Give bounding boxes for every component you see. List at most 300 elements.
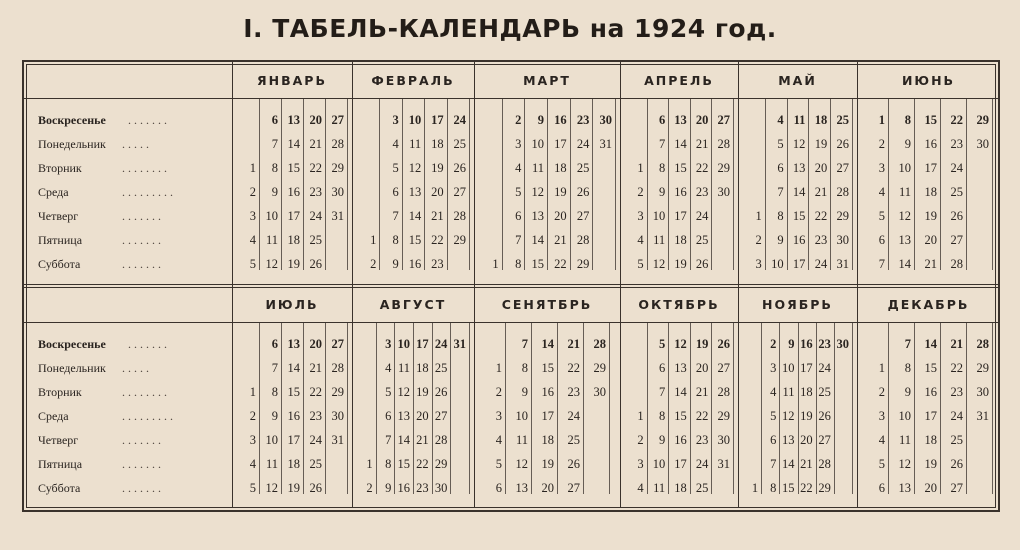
day-number: 26 — [836, 137, 849, 151]
day-number: 13 — [674, 113, 687, 127]
day-number: 8 — [658, 161, 666, 175]
month-name: ОКТЯБРЬ — [638, 297, 720, 312]
day-number: 29 — [331, 161, 344, 175]
half-separator — [24, 284, 998, 285]
weekday-dots: . . . . . . . — [122, 257, 161, 271]
day-number: 10 — [531, 137, 544, 151]
day-number: 15 — [541, 361, 554, 375]
day-number: 2 — [770, 337, 777, 351]
day-number: 25 — [453, 137, 466, 151]
day-number: 10 — [782, 361, 795, 375]
weekday-dots: . . . . . . . — [122, 233, 161, 247]
day-number: 19 — [924, 457, 937, 471]
day-number: 8 — [515, 257, 522, 271]
day-number: 23 — [431, 257, 444, 271]
day-number: 18 — [924, 433, 937, 447]
day-number: 12 — [408, 161, 422, 175]
day-number: 27 — [717, 361, 730, 375]
day-number: 6 — [878, 481, 885, 495]
day-number: 2 — [878, 137, 885, 151]
day-number: 7 — [271, 361, 278, 375]
month-divider — [232, 62, 233, 508]
day-number: 12 — [652, 257, 666, 271]
day-number: 14 — [674, 137, 687, 151]
day-number: 18 — [674, 481, 687, 495]
day-number: 31 — [599, 137, 612, 151]
day-number: 4 — [637, 233, 644, 247]
day-number: 7 — [658, 385, 666, 399]
day-number: 16 — [674, 433, 687, 447]
day-number: 16 — [792, 233, 806, 247]
day-number: 8 — [385, 457, 392, 471]
month-name: ИЮНЬ — [901, 73, 956, 88]
day-number: 19 — [554, 185, 567, 199]
day-number: 13 — [287, 113, 300, 127]
day-number: 28 — [976, 337, 989, 351]
day-number: 25 — [818, 385, 831, 399]
weekday-dots: . . . . . . . . — [122, 161, 167, 175]
day-number: 3 — [637, 457, 644, 471]
day-number: 26 — [576, 185, 590, 199]
day-number: 15 — [924, 361, 937, 375]
day-number: 29 — [836, 209, 849, 223]
weekday-dots: . . . . . . . — [122, 481, 161, 495]
day-number: 17 — [541, 409, 554, 423]
weekday-dots: . . . . . . . — [122, 433, 161, 447]
day-number: 21 — [800, 457, 813, 471]
day-number: 22 — [309, 161, 322, 175]
day-number: 21 — [950, 337, 963, 351]
day-number: 21 — [924, 257, 937, 271]
day-number: 15 — [287, 385, 300, 399]
day-number: 12 — [265, 257, 278, 271]
weekday-label: Среда — [38, 409, 69, 423]
day-number: 22 — [554, 257, 567, 271]
day-number: 4 — [777, 113, 784, 127]
day-number: 9 — [271, 409, 278, 423]
day-number: 22 — [416, 457, 429, 471]
day-number: 2 — [637, 185, 644, 199]
day-number: 5 — [495, 457, 502, 471]
day-number: 23 — [576, 113, 590, 127]
day-number: 17 — [287, 433, 300, 447]
day-number: 17 — [924, 161, 937, 175]
day-number: 16 — [674, 185, 687, 199]
day-number: 3 — [878, 409, 885, 423]
day-number: 26 — [309, 257, 322, 271]
day-number: 26 — [567, 457, 580, 471]
day-number: 29 — [976, 113, 989, 127]
day-number: 19 — [814, 137, 828, 151]
day-number: 4 — [392, 137, 399, 151]
day-number: 27 — [576, 209, 590, 223]
day-number: 21 — [695, 385, 709, 399]
day-number: 23 — [695, 433, 709, 447]
day-number: 31 — [453, 337, 466, 351]
day-number: 7 — [515, 233, 522, 247]
day-number: 12 — [515, 457, 528, 471]
day-number: 13 — [674, 361, 687, 375]
day-number: 24 — [695, 209, 709, 223]
day-number: 28 — [818, 457, 831, 471]
month-name: ИЮЛЬ — [265, 297, 319, 312]
weekday-dots: . . . . . . . — [122, 209, 161, 223]
day-number: 19 — [695, 337, 709, 351]
day-number: 3 — [770, 361, 777, 375]
day-number: 8 — [904, 113, 911, 127]
day-number: 18 — [554, 161, 567, 175]
day-number: 7 — [385, 433, 392, 447]
day-number: 26 — [695, 257, 709, 271]
day-number: 31 — [331, 209, 344, 223]
day-number: 23 — [416, 481, 429, 495]
day-number: 8 — [777, 209, 784, 223]
day-number: 28 — [950, 257, 963, 271]
day-number: 9 — [271, 185, 278, 199]
week-column-line — [852, 322, 853, 494]
week-column-line — [992, 322, 993, 494]
day-number: 26 — [717, 337, 730, 351]
day-number: 11 — [898, 185, 911, 199]
day-number: 10 — [408, 113, 422, 127]
day-number: 28 — [836, 185, 849, 199]
day-number: 2 — [637, 433, 644, 447]
day-number: 14 — [287, 137, 300, 151]
day-number: 22 — [814, 209, 828, 223]
day-number: 7 — [658, 137, 666, 151]
week-column-line — [733, 98, 734, 270]
day-number: 19 — [800, 409, 813, 423]
day-number: 27 — [567, 481, 580, 495]
weekday-dots: . . . . . — [122, 137, 149, 151]
weekday-label: Суббота — [38, 481, 81, 495]
day-number: 25 — [309, 457, 322, 471]
week-column-line — [609, 322, 610, 494]
day-number: 18 — [541, 433, 554, 447]
day-number: 11 — [409, 137, 422, 151]
day-number: 6 — [495, 481, 502, 495]
day-number: 24 — [309, 433, 322, 447]
day-number: 7 — [271, 137, 278, 151]
day-number: 26 — [818, 409, 831, 423]
day-number: 3 — [515, 137, 522, 151]
day-number: 24 — [950, 161, 963, 175]
month-name: МАРТ — [523, 73, 571, 88]
day-number: 20 — [541, 481, 554, 495]
weekday-label: Суббота — [38, 257, 81, 271]
day-number: 22 — [309, 385, 322, 399]
day-number: 14 — [541, 337, 554, 351]
day-number: 24 — [695, 457, 709, 471]
day-number: 24 — [818, 361, 831, 375]
day-number: 10 — [265, 433, 278, 447]
day-number: 8 — [271, 385, 278, 399]
day-number: 10 — [652, 457, 666, 471]
day-number: 5 — [249, 481, 256, 495]
day-number: 13 — [782, 433, 795, 447]
day-number: 8 — [770, 481, 777, 495]
day-number: 21 — [309, 361, 322, 375]
day-number: 9 — [777, 233, 784, 247]
day-number: 6 — [515, 209, 522, 223]
day-number: 6 — [658, 361, 666, 375]
day-number: 17 — [554, 137, 567, 151]
day-number: 24 — [576, 137, 590, 151]
day-number: 30 — [717, 185, 730, 199]
day-number: 18 — [924, 185, 937, 199]
day-number: 5 — [637, 257, 644, 271]
day-number: 27 — [453, 185, 466, 199]
day-number: 14 — [782, 457, 795, 471]
day-number: 9 — [904, 137, 911, 151]
day-number: 4 — [878, 433, 885, 447]
day-number: 26 — [434, 385, 448, 399]
day-number: 15 — [674, 409, 687, 423]
day-number: 29 — [717, 161, 730, 175]
day-number: 17 — [800, 361, 813, 375]
day-number: 29 — [717, 409, 730, 423]
weekday-dots: . . . . . . . — [128, 337, 167, 351]
day-number: 23 — [950, 137, 963, 151]
day-number: 14 — [924, 337, 937, 351]
day-number: 15 — [531, 257, 544, 271]
day-number: 3 — [495, 409, 502, 423]
day-number: 17 — [431, 113, 444, 127]
weekday-dots: . . . . . . . . . — [122, 185, 173, 199]
day-number: 17 — [416, 337, 429, 351]
day-number: 1 — [637, 409, 644, 423]
weekday-label: Воскресенье — [38, 113, 106, 127]
day-number: 24 — [814, 257, 828, 271]
day-number: 21 — [814, 185, 828, 199]
day-number: 4 — [249, 457, 256, 471]
day-number: 19 — [431, 161, 444, 175]
day-number: 16 — [800, 337, 813, 351]
day-number: 6 — [392, 185, 399, 199]
day-number: 17 — [792, 257, 806, 271]
day-number: 17 — [287, 209, 300, 223]
weekday-label: Понедельник — [38, 137, 106, 151]
day-number: 29 — [976, 361, 989, 375]
day-number: 24 — [950, 409, 963, 423]
day-number: 25 — [309, 233, 322, 247]
day-number: 5 — [515, 185, 522, 199]
day-number: 11 — [531, 161, 544, 175]
week-column-line — [347, 322, 348, 494]
day-number: 31 — [717, 457, 730, 471]
day-number: 28 — [331, 361, 344, 375]
day-number: 30 — [717, 433, 730, 447]
day-number: 20 — [695, 361, 709, 375]
day-number: 15 — [924, 113, 937, 127]
weekday-label: Вторник — [38, 385, 82, 399]
week-column-line — [615, 98, 616, 270]
day-number: 16 — [924, 137, 937, 151]
day-number: 10 — [515, 409, 528, 423]
day-number: 7 — [770, 457, 777, 471]
day-number: 26 — [309, 481, 322, 495]
day-number: 1 — [755, 209, 762, 223]
day-number: 11 — [515, 433, 528, 447]
day-number: 11 — [653, 233, 666, 247]
day-number: 30 — [599, 113, 612, 127]
month-name: ФЕВРАЛЬ — [371, 73, 455, 88]
weekday-label: Четверг — [38, 209, 79, 223]
day-number: 31 — [331, 433, 344, 447]
day-number: 9 — [521, 385, 528, 399]
day-number: 29 — [576, 257, 590, 271]
day-number: 28 — [717, 385, 730, 399]
day-number: 8 — [658, 409, 666, 423]
day-number: 25 — [695, 481, 709, 495]
day-number: 10 — [898, 161, 911, 175]
day-number: 12 — [898, 457, 911, 471]
day-number: 19 — [287, 481, 300, 495]
day-number: 4 — [515, 161, 522, 175]
day-number: 12 — [265, 481, 278, 495]
day-number: 12 — [531, 185, 544, 199]
day-number: 12 — [397, 385, 410, 399]
day-number: 21 — [695, 137, 709, 151]
day-number: 16 — [287, 409, 300, 423]
day-number: 20 — [924, 481, 937, 495]
month-name: АПРЕЛЬ — [644, 73, 714, 88]
day-number: 24 — [434, 337, 448, 351]
day-number: 20 — [309, 337, 322, 351]
day-number: 25 — [576, 161, 590, 175]
day-number: 4 — [770, 385, 777, 399]
week-column-line — [469, 98, 470, 270]
day-number: 13 — [792, 161, 806, 175]
day-number: 5 — [878, 457, 885, 471]
day-number: 27 — [950, 233, 963, 247]
day-number: 3 — [637, 209, 644, 223]
day-number: 25 — [567, 433, 580, 447]
day-number: 11 — [265, 233, 278, 247]
day-number: 1 — [878, 113, 885, 127]
week-column-line — [852, 98, 853, 270]
day-number: 27 — [836, 161, 849, 175]
day-number: 8 — [392, 233, 399, 247]
day-number: 20 — [431, 185, 444, 199]
day-number: 21 — [567, 337, 580, 351]
day-number: 18 — [287, 233, 300, 247]
day-number: 25 — [950, 433, 963, 447]
day-number: 1 — [249, 385, 256, 399]
day-number: 6 — [658, 113, 666, 127]
day-number: 1 — [878, 361, 885, 375]
day-number: 25 — [695, 233, 709, 247]
day-number: 25 — [434, 361, 448, 375]
day-number: 27 — [950, 481, 963, 495]
day-number: 8 — [521, 361, 528, 375]
day-number: 5 — [777, 137, 784, 151]
day-number: 23 — [309, 409, 322, 423]
month-divider — [474, 62, 475, 508]
day-number: 22 — [950, 361, 963, 375]
day-number: 23 — [814, 233, 828, 247]
month-name: СЕНЯТБРЬ — [501, 297, 593, 312]
day-number: 14 — [792, 185, 806, 199]
day-number: 15 — [792, 209, 806, 223]
day-number: 30 — [976, 137, 989, 151]
day-number: 3 — [878, 161, 885, 175]
day-number: 2 — [249, 409, 256, 423]
day-number: 19 — [674, 257, 687, 271]
day-number: 6 — [385, 409, 392, 423]
weekday-dots: . . . . . . . — [128, 113, 167, 127]
day-number: 23 — [818, 337, 831, 351]
day-number: 28 — [593, 337, 606, 351]
day-number: 6 — [777, 161, 784, 175]
weekday-dots: . . . . . — [122, 361, 149, 375]
day-number: 20 — [924, 233, 937, 247]
day-number: 4 — [249, 233, 256, 247]
day-number: 1 — [637, 161, 644, 175]
day-number: 24 — [453, 113, 466, 127]
day-number: 20 — [695, 113, 709, 127]
day-number: 19 — [287, 257, 300, 271]
day-number: 14 — [287, 361, 300, 375]
day-number: 17 — [674, 209, 687, 223]
day-number: 22 — [695, 409, 709, 423]
day-number: 30 — [331, 185, 344, 199]
day-number: 11 — [782, 385, 795, 399]
month-name: ДЕКАБРЬ — [887, 297, 970, 312]
week-column-line — [347, 98, 348, 270]
day-number: 7 — [878, 257, 885, 271]
day-number: 30 — [593, 385, 606, 399]
weekday-label: Четверг — [38, 433, 79, 447]
day-number: 7 — [777, 185, 784, 199]
day-number: 13 — [287, 337, 300, 351]
day-number: 15 — [674, 161, 687, 175]
day-number: 15 — [782, 481, 795, 495]
day-number: 6 — [271, 337, 278, 351]
day-number: 10 — [898, 409, 911, 423]
day-number: 21 — [431, 209, 444, 223]
day-number: 29 — [818, 481, 831, 495]
day-number: 27 — [331, 337, 344, 351]
day-number: 4 — [385, 361, 392, 375]
day-number: 30 — [976, 385, 989, 399]
day-number: 2 — [755, 233, 762, 247]
weekday-label: Пятница — [38, 457, 83, 471]
day-number: 2 — [366, 481, 373, 495]
day-number: 3 — [755, 257, 762, 271]
month-divider — [738, 62, 739, 508]
day-number: 23 — [695, 185, 709, 199]
day-number: 19 — [541, 457, 554, 471]
month-divider — [857, 62, 858, 508]
day-number: 9 — [537, 113, 544, 127]
weekday-label: Воскресенье — [38, 337, 106, 351]
day-number: 12 — [674, 337, 687, 351]
day-number: 21 — [554, 233, 567, 247]
day-number: 20 — [800, 433, 813, 447]
day-number: 28 — [434, 433, 448, 447]
day-number: 30 — [836, 233, 849, 247]
day-number: 10 — [652, 209, 666, 223]
day-number: 22 — [800, 481, 813, 495]
day-number: 21 — [309, 137, 322, 151]
day-number: 23 — [567, 385, 580, 399]
day-number: 17 — [924, 409, 937, 423]
day-number: 10 — [771, 257, 784, 271]
day-number: 29 — [453, 233, 466, 247]
day-number: 31 — [976, 409, 989, 423]
day-number: 4 — [878, 185, 885, 199]
